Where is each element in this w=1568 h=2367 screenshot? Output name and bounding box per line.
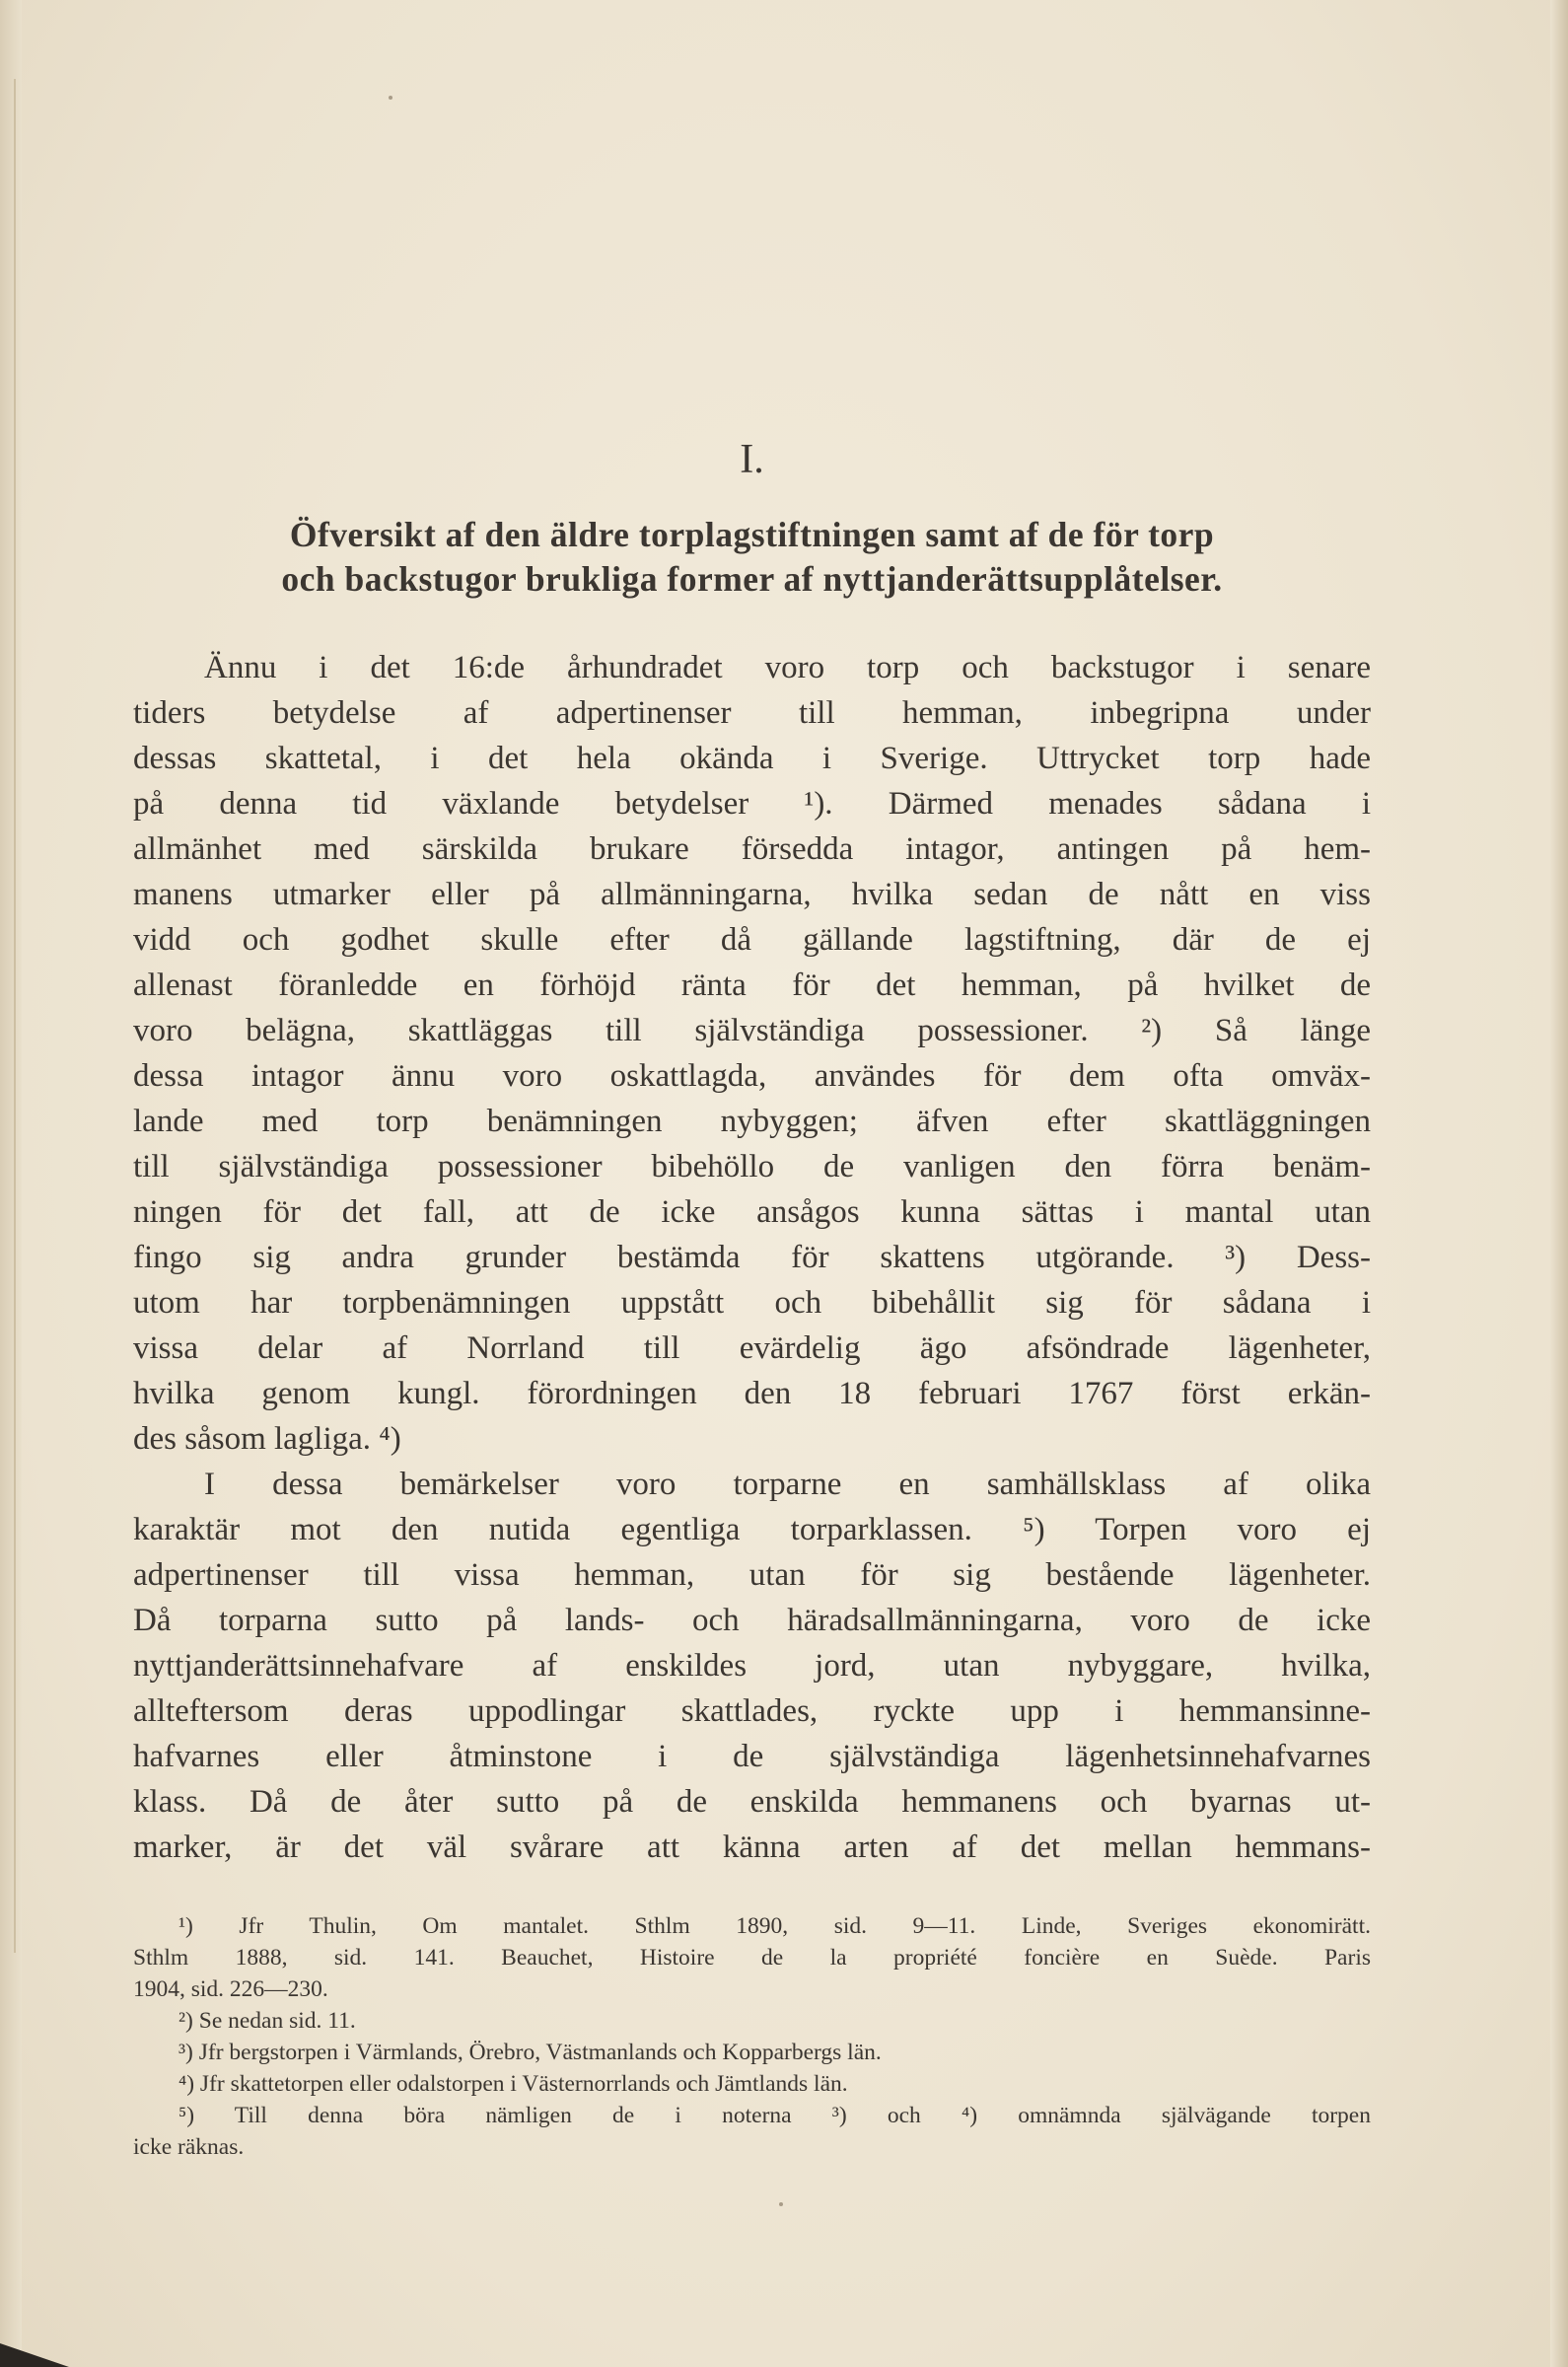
- body-line: dessa intagor ännu voro oskattlagda, användes för dem ofta omväx-: [133, 1058, 1371, 1094]
- page-left-edge: [0, 0, 22, 2367]
- body-line: adpertinenser till vissa hemman, utan för sig bestående lägenheter.: [133, 1557, 1371, 1593]
- footnote-line: ⁵) Till denna böra nämligen de i noterna ³) och ⁴) omnämnda självägande torpen: [178, 2103, 1371, 2128]
- body-line: dessas skattetal, i det hela okända i Sverige. Uttrycket torp hade: [133, 741, 1371, 776]
- paper-speck: [779, 2202, 783, 2206]
- body-line: klass. Då de åter sutto på de enskilda hemmanens och byarnas ut-: [133, 1784, 1371, 1820]
- body-line: allteftersom deras uppodlingar skattlades, ryckte upp i hemmansinne-: [133, 1693, 1371, 1729]
- footnote-line: ³) Jfr bergstorpen i Värmlands, Örebro, Västmanlands och Kopparbergs län.: [178, 2040, 882, 2065]
- body-line: Då torparna sutto på lands- och häradsallmänningarna, voro de icke: [133, 1603, 1371, 1638]
- body-line: allenast föranledde en förhöjd ränta för det hemman, på hvilket de: [133, 968, 1371, 1003]
- footnote-line: ¹) Jfr Thulin, Om mantalet. Sthlm 1890, sid. 9—11. Linde, Sveriges ekonomirätt.: [178, 1913, 1371, 1939]
- body-line: Ännu i det 16:de århundradet voro torp och backstugor i senare: [204, 650, 1371, 685]
- page-right-edge: [1550, 0, 1568, 2367]
- footnote-line: 1904, sid. 226—230.: [133, 1976, 328, 2002]
- body-line: lande med torp benämningen nybyggen; äfven efter skattläggningen: [133, 1104, 1371, 1139]
- body-line: vissa delar af Norrland till evärdelig ägo afsöndrade lägenheter,: [133, 1330, 1371, 1366]
- body-line: hafvarnes eller åtminstone i de självständiga lägenhetsinnehafvarnes: [133, 1739, 1371, 1774]
- body-line: fingo sig andra grunder bestämda för skattens utgörande. ³) Dess-: [133, 1240, 1371, 1275]
- body-line: utom har torpbenämningen uppstått och bibehållit sig för sådana i: [133, 1285, 1371, 1321]
- footnote-line: ²) Se nedan sid. 11.: [178, 2008, 356, 2034]
- footnote-line: ⁴) Jfr skattetorpen eller odalstorpen i Västernorrlands och Jämtlands län.: [178, 2071, 848, 2097]
- body-line: I dessa bemärkelser voro torparne en samhällsklass af olika: [204, 1467, 1371, 1502]
- paper-speck: [389, 96, 392, 100]
- body-line: hvilka genom kungl. förordningen den 18 februari 1767 först erkän-: [133, 1376, 1371, 1411]
- body-line: voro belägna, skattläggas till självständiga possessioner. ²) Så länge: [133, 1013, 1371, 1048]
- body-line: till självständiga possessioner bibehöllo de vanligen den förra benäm-: [133, 1149, 1371, 1184]
- binding-line: [14, 79, 16, 1953]
- body-line: på denna tid växlande betydelser ¹). Därmed menades sådana i: [133, 786, 1371, 822]
- scan-corner-mark: [0, 2343, 69, 2367]
- body-line: allmänhet med särskilda brukare försedda intagor, antingen på hem-: [133, 831, 1371, 867]
- chapter-title-line-2: och backstugor brukliga former af nyttjanderättsupplåtelser.: [281, 559, 1223, 599]
- body-line: karaktär mot den nutida egentliga torparklassen. ⁵) Torpen voro ej: [133, 1512, 1371, 1547]
- chapter-title-line-1: Öfversikt af den äldre torplagstiftningen samt af de för torp: [289, 515, 1215, 554]
- body-line: tiders betydelse af adpertinenser till hemman, inbegripna under: [133, 695, 1371, 731]
- footnote-line: Sthlm 1888, sid. 141. Beauchet, Histoire de la propriété foncière en Suède. Paris: [133, 1945, 1371, 1971]
- body-line: vidd och godhet skulle efter då gällande lagstiftning, där de ej: [133, 922, 1371, 958]
- body-line: nyttjanderättsinnehafvare af enskildes jord, utan nybyggare, hvilka,: [133, 1648, 1371, 1684]
- body-line: des såsom lagliga. ⁴): [133, 1421, 401, 1457]
- body-line: manens utmarker eller på allmänningarna, hvilka sedan de nått en viss: [133, 877, 1371, 912]
- chapter-number: I.: [740, 437, 764, 482]
- body-line: marker, är det väl svårare att känna arten af det mellan hemmans-: [133, 1829, 1371, 1865]
- footnote-line: icke räknas.: [133, 2134, 245, 2160]
- body-line: ningen för det fall, att de icke ansågos kunna sättas i mantal utan: [133, 1194, 1371, 1230]
